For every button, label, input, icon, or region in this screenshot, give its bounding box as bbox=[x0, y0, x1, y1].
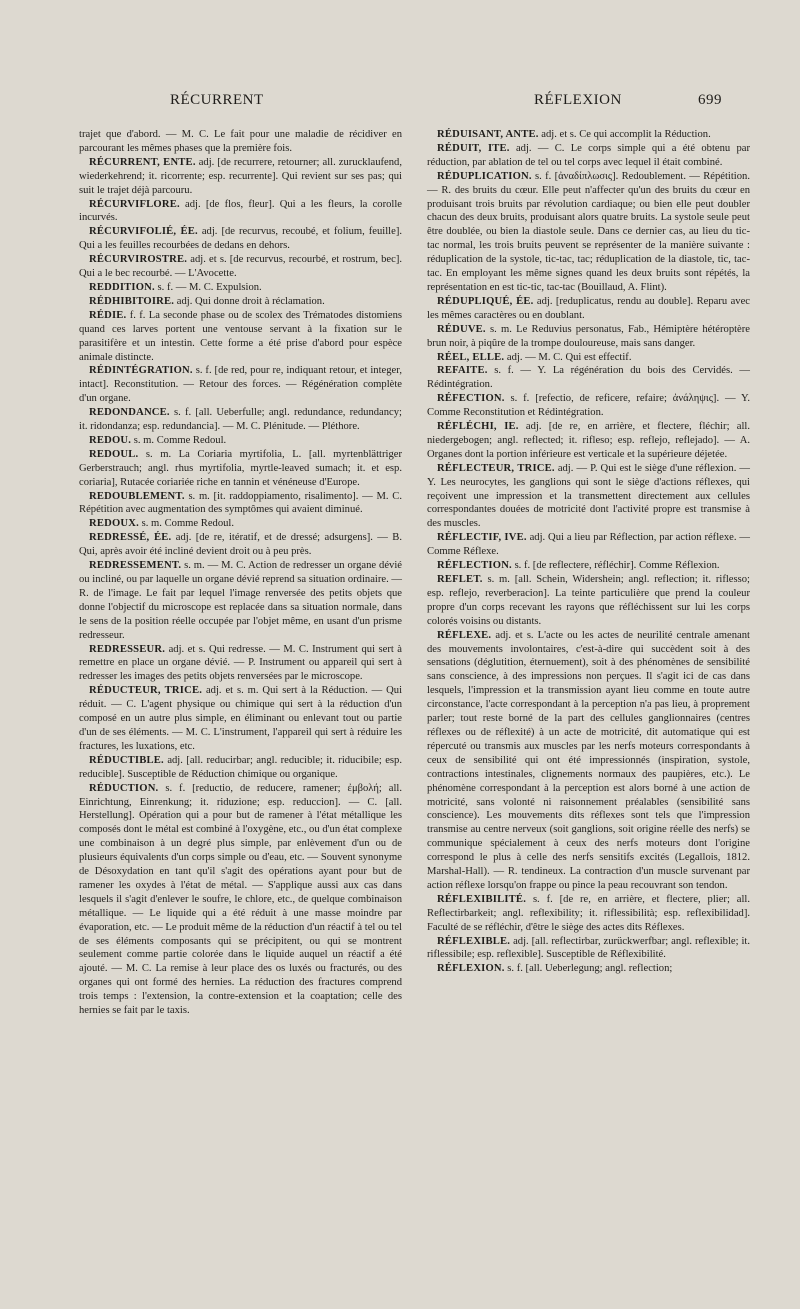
entry-definition: s. f. [de re, en arrière, et flectere, plier; all. Reflectirbarkeit; angl. reflexibility; it. riflessibilità; esp. reflexibilidad]. Faculté de se réfléchir, d'être le siège des actes dits Réflexes. bbox=[427, 893, 750, 933]
dictionary-entry bbox=[427, 351, 750, 365]
entry-headword: RÉCURVIFOLIÉ, ÉE. bbox=[89, 226, 198, 238]
entry-headword: REFAITE. bbox=[437, 365, 488, 377]
header-center-word: RÉFLEXION bbox=[534, 92, 622, 108]
dictionary-entry bbox=[79, 643, 402, 685]
entry-definition: adj. [de recurvus, recoubé, et folium, feuille]. Qui a les feuilles recourbées de dedans en dehors. bbox=[79, 226, 402, 252]
dictionary-entry bbox=[427, 531, 750, 559]
entry-headword: RÉDUPLIQUÉ, ÉE. bbox=[437, 295, 534, 307]
entry-definition: s. m. — M. C. Action de redresser un organe dévié ou incliné, ou par laquelle un organe dévié reprend sa situation ordinaire. — R. de l'image. Le fait par lequel l'image renversée des petits objets que donne l'objectif du microscope est replacée dans sa situation normale, dans le sens de la position réelle occupée par l'objet même, en usant d'un prisme redresseur. bbox=[79, 560, 402, 641]
dictionary-entry bbox=[427, 295, 750, 323]
dictionary-entry bbox=[427, 629, 750, 893]
dictionary-entry bbox=[79, 490, 402, 518]
entry-definition: s. f. — M. C. Expulsion. bbox=[157, 281, 262, 293]
dictionary-entry bbox=[427, 170, 750, 295]
entry-definition: adj. — C. Le corps simple qui a été obtenu par réduction, par ablation de tel ou tel corps avec lequel il était combiné. bbox=[427, 142, 750, 168]
dictionary-entry bbox=[427, 573, 750, 629]
entry-definition: s. f. — Y. La régénération du bois des Cervidés. — Rédintégration. bbox=[427, 365, 750, 391]
entry-headword: RÉCURVIFLORE. bbox=[89, 198, 180, 210]
entry-definition: adj. [all. reflectirbar, zurückwerfbar; angl. reflexible; it. riflessibile; esp. reflexible]. Susceptible de Réflexibilité. bbox=[427, 935, 751, 961]
entry-definition: adj. [de flos, fleur]. Qui a les fleurs, la corolle incurvés. bbox=[79, 198, 402, 224]
entry-definition: s. f. [all. Ueberfulle; angl. redundance, redundancy; it. ridondanza; esp. redundancia]. — M. C. Plénitude. — Pléthore. bbox=[79, 407, 402, 433]
entry-definition: adj. [all. reducirbar; angl. reducible; it. riducibile; esp. reducible]. Susceptible de Réduction chimique ou organique. bbox=[79, 754, 402, 780]
entry-definition: adj. et s. L'acte ou les actes de neurilité centrale amenant des mouvements involontaires, c'est-à-dire qui succèdent soit à des sensations (déglutition, éternuement), soit à des phénomènes de sensibilité sans conscience, à des impressions non perçues. Il s'agit ici de cas dans lesquels, l'impression et la transmission ayant lieu comme en toute autre circonstance, l'acte correspondant à la perception n'a pas lieu, à proprement parler; tout reste borné de la part des cellules ganglionnaires (centres réflexes ou de réflexité) à un acte de motricité, dit automatique qui est répercuté ou transmis aux muscles par les nerfs moteurs correspondants à ceux de sensibilité qui ont été impressionnés (inspiration, systole, contractions intestinales, clignements normaux des paupières, etc.). Le phénomène correspondant à la perception est alors borné à une action de motricité, sans volonté ni raisonnement préalables (sensibilité sans conscience). Les mouvements dits réflexes sont tels que l'impression transmise au centre nerveux (soit ganglions, soit origine réelle des nerfs) se communique spécialement à ceux des nerfs moteurs dont l'origine correspond le plus à celle des nerfs sensitifs excités (Legallois, 1812. Marshal-Hall). — R. tendineux. La contraction d'un muscle survenant par action réflexe lorsqu'on frappe ou pince la peau recouvrant son tendon. bbox=[427, 629, 750, 891]
entry-definition: s. m. [it. raddoppiamento, risalimento]. — M. C. Répétition avec augmentation des symptômes qui avaient diminué. bbox=[79, 490, 402, 516]
entry-definition: s. f. [de red, pour re, indiquant retour, et integer, intact]. Reconstitution. — Retour des forces. — Régénération complète d'un organe. bbox=[79, 365, 402, 405]
dictionary-entry bbox=[79, 782, 402, 1018]
entry-headword: REDOUX. bbox=[89, 518, 139, 530]
left-column bbox=[79, 128, 402, 1018]
dictionary-entry bbox=[79, 281, 402, 295]
dictionary-entry bbox=[79, 253, 402, 281]
entry-definition: adj. — P. Qui est le siège d'une réflexion. — Y. Les neurocytes, les ganglions qui sont le siège d'actions réflexes, qui reçoivent une impression et la transmettent directement aux cellules correspondantes douées de motricité dont l'activité propre est transmise à des muscles. bbox=[427, 462, 751, 530]
entry-definition: adj. [reduplicatus, rendu au double]. Reparu avec les mêmes caractères ou en doublant. bbox=[427, 295, 750, 321]
entry-definition: s. m. Comme Redoul. bbox=[141, 518, 235, 530]
entry-headword: RÉFLÉCHI, IE. bbox=[437, 421, 519, 433]
dictionary-entry bbox=[79, 684, 402, 754]
entry-headword: REFLET. bbox=[437, 574, 483, 585]
dictionary-entry bbox=[427, 893, 750, 935]
dictionary-entry bbox=[427, 559, 750, 573]
entry-headword: RÉDUISANT, ANTE. bbox=[437, 129, 539, 140]
entry-headword: RÉDUCTION. bbox=[89, 782, 159, 794]
entry-headword: RÉDUCTIBLE. bbox=[89, 754, 164, 766]
entry-headword: RÉFLECTION. bbox=[437, 560, 512, 572]
dictionary-entry bbox=[79, 754, 402, 782]
dictionary-entry bbox=[79, 406, 402, 434]
entry-definition: adj. Qui donne droit à réclamation. bbox=[176, 295, 325, 307]
dictionary-entry bbox=[427, 364, 750, 392]
dictionary-entry bbox=[427, 392, 750, 420]
entry-headword: RÉEL, ELLE. bbox=[437, 351, 505, 363]
header-left-word: RÉCURRENT bbox=[170, 92, 264, 108]
dictionary-entry bbox=[427, 962, 750, 976]
dictionary-entry bbox=[79, 531, 402, 559]
entry-headword: REDDITION. bbox=[89, 281, 155, 293]
entry-headword: RÉFLECTEUR, TRICE. bbox=[437, 462, 555, 474]
entry-definition: adj. [de re, itératif, et de dressé; adsurgens]. — B. Qui, après avoir été incliné devient droit ou à peu près. bbox=[79, 532, 402, 558]
entry-definition: adj. et s. m. Qui sert à la Réduction. — Qui réduit. — C. L'agent physique ou chimique qui sert à la réduction d'un composé en un autre plus simple, en éliminant ou enlevant tout ou partie d'un de ses éléments. — M. C. L'instrument, l'appareil qui sert à réduire les fractures, les luxations, etc. bbox=[79, 685, 403, 752]
entry-definition: s. f. [reductio, de reducere, ramener; ἐμβολή; all. Einrichtung, Einrenkung; it. riduzione; esp. reduccion]. — C. [all. Herstellung]. Opération qui a pour but de ramener à l'état métallique les composés dont le métal est combiné à l'oxygène, etc., ou d'un état complexe une combinaison à un degré plus simple, par enlèvement d'un ou de plusieurs équivalents d'un corps simple ou d'eau, etc. — Souvent synonyme de Désoxydation en tant qu'il s'agit des opérations ayant pour but de ramener les oxydes à l'état de métal. — S'applique aussi aux cas dans lesquels il s'agit d'enlever le soufre, le chlore, etc., de quelque combinaison métallique. — Le liquide qui a été réduit à une masse moindre par évaporation, etc. — Le produit même de la réduction d'un réactif à tel ou tel de ses éléments composants qui se précipitent, ou qui se montrent seulement comme partie colorée dans le liquide auquel un réactif a été ajouté. — M. C. La remise à leur place des os luxés ou fracturés, ou des organes qui ont formé des hernies. La réduction des fractures comprend trois temps : l'extension, la contre-extension et la coaptation; celle des hernies se fait par le taxis. bbox=[79, 782, 402, 1017]
entry-headword: RÉDUPLICATION. bbox=[437, 170, 532, 182]
entry-headword: RÉFLEXE. bbox=[437, 629, 492, 641]
entry-headword: RÉFLEXIBLE. bbox=[437, 935, 511, 947]
dictionary-entry bbox=[427, 462, 750, 532]
dictionary-entry bbox=[79, 434, 402, 448]
entry-definition: adj. — M. C. Qui est effectif. bbox=[506, 351, 632, 363]
dictionary-entry bbox=[79, 517, 402, 531]
entry-definition: s. m. Comme Redoul. bbox=[133, 434, 227, 446]
entry-headword: RÉDUVE. bbox=[437, 323, 486, 335]
entry-headword: RÉFLECTIF, IVE. bbox=[437, 532, 527, 544]
entry-headword: REDRESSEUR. bbox=[89, 643, 166, 655]
dictionary-entry bbox=[79, 128, 402, 156]
entry-headword: REDRESSEMENT. bbox=[89, 560, 182, 572]
entry-headword: RÉCURVIROSTRE. bbox=[89, 254, 188, 266]
entry-headword: REDOUBLEMENT. bbox=[89, 490, 185, 502]
entry-headword: RÉDINTÉGRATION. bbox=[89, 365, 193, 377]
dictionary-entry bbox=[427, 142, 750, 170]
entry-definition: s. f. [ἀναδίπλωσις]. Redoublement. — Répétition. — R. des bruits du cœur. Elle peut n'affecter qu'un des bruits du cœur en produisant trois bruits par révolution cardiaque; ou bien elle peut doubler chacun des deux bruits, produisant alors quatre bruits. La systole seule peut être doublée, ou bien la diastole seule. Dans ce dernier cas, au lieu du tic-tac normal, les trois bruits peuvent se représenter de la manière suivante : réduplication de la systole, tic-tac, tac; réduplication de la diastole, tic, tac-tac. En employant les même signes quand les deux bruits sont répétés, la représentation en est tic-tic, tac-tac (Bouillaud, A. Flint). bbox=[427, 170, 750, 293]
entry-headword: RÉFLEXIBILITÉ. bbox=[437, 893, 527, 905]
dictionary-entry bbox=[79, 448, 402, 490]
dictionary-entry bbox=[427, 420, 750, 462]
entry-definition: adj. [de re, en arrière, et flectere, fléchir; all. niedergebogen; angl. reflected; it. rifleso; esp. reflejo, reflejado]. — A. Organes dont la portion inférieure est verticale et la supérieure déjetée. bbox=[427, 421, 750, 460]
dictionary-entry bbox=[79, 364, 402, 406]
entry-headword: RÉFLEXION. bbox=[437, 963, 505, 975]
dictionary-entry bbox=[79, 295, 402, 309]
dictionary-entry bbox=[427, 128, 750, 142]
entry-definition: adj. et s. Qui redresse. — M. C. Instrument qui sert à remettre en place un organe dévié. — P. Instrument ou appareil qui sert à redresser les images des petits objets renversées par le microscope. bbox=[79, 643, 402, 683]
running-header bbox=[0, 92, 800, 116]
entry-definition: adj. [de recurrere, retourner; all. zurucklaufend, wiederkehrend; it. ricorrente; esp. recurrente]. Qui revient sur ses pas; qui suit le trajet déjà parcouru. bbox=[79, 156, 402, 196]
dictionary-entry bbox=[79, 225, 402, 253]
dictionary-entry bbox=[79, 309, 402, 365]
entry-definition: adj. et s. Ce qui accomplit la Réduction. bbox=[541, 129, 711, 140]
entry-definition: s. m. Le Reduvius personatus, Fab., Hémiptère hétéroptère brun noir, à piqûre de la trompe douloureuse, mais sans danger. bbox=[427, 323, 750, 349]
entry-definition: s. m. [all. Schein, Widershein; angl. reflection; it. riflesso; esp. reflejo, reverberacion]. La teinte particulière que prend la couleur propre d'un corps recevant les rayons que réfléchissent sur lui les corps colorés voisins ou distants. bbox=[427, 574, 750, 627]
entry-headword: RÉDIE. bbox=[89, 309, 127, 321]
page-number: 699 bbox=[698, 92, 722, 108]
entry-headword: RÉDHIBITOIRE. bbox=[89, 295, 175, 307]
dictionary-entry bbox=[79, 198, 402, 226]
entry-definition: s. f. [de reflectere, réfléchir]. Comme Réflexion. bbox=[514, 560, 720, 572]
dictionary-entry bbox=[427, 323, 750, 351]
entry-headword: RÉDUCTEUR, TRICE. bbox=[89, 685, 203, 697]
entry-definition: adj. et s. [de recurvus, recourbé, et rostrum, bec]. Qui a le bec recourbé. — L'Avocette. bbox=[79, 254, 403, 280]
dictionary-entry bbox=[79, 559, 402, 642]
entry-headword: RÉDUIT, ITE. bbox=[437, 142, 510, 154]
dictionary-entry bbox=[79, 156, 402, 198]
entry-definition: trajet que d'abord. — M. C. Le fait pour une maladie de récidiver en parcourant les mêmes phases que la première fois. bbox=[79, 129, 402, 154]
entry-headword: REDOUL. bbox=[89, 448, 139, 460]
entry-definition: s. f. [all. Ueberlegung; angl. reflection; bbox=[507, 963, 673, 975]
entry-headword: REDRESSÉ, ÉE. bbox=[89, 532, 172, 544]
right-column bbox=[427, 128, 750, 976]
entry-definition: s. f. [refectio, de reficere, refaire; ἀνάληψις]. — Y. Comme Reconstitution et Rédintégration. bbox=[427, 393, 750, 419]
entry-definition: f. f. La seconde phase ou de scolex des Trématodes distomiens quand ces larves portent une ventouse servant à la fixation sur le parasitifère et un intestin. Cette forme a été prise d'abord pour espèce animale distincte. bbox=[79, 309, 402, 363]
dictionary-entry bbox=[427, 935, 750, 963]
entry-headword: REDOU. bbox=[89, 434, 132, 446]
entry-headword: RÉFECTION. bbox=[437, 393, 505, 405]
entry-headword: REDONDANCE. bbox=[89, 407, 170, 419]
entry-definition: s. m. La Coriaria myrtifolia, L. [all. myrtenblättriger Gerberstrauch; angl. rhus myrtifolia, myrtle-leaved sumach; it. et esp. coriaria], Rutacée coriariée riche en tannin et vénéneuse d'Europe. bbox=[79, 448, 402, 488]
entry-definition: adj. Qui a lieu par Réflection, par action réflexe. — Comme Réflexe. bbox=[427, 532, 750, 558]
entry-headword: RÉCURRENT, ENTE. bbox=[89, 156, 196, 168]
